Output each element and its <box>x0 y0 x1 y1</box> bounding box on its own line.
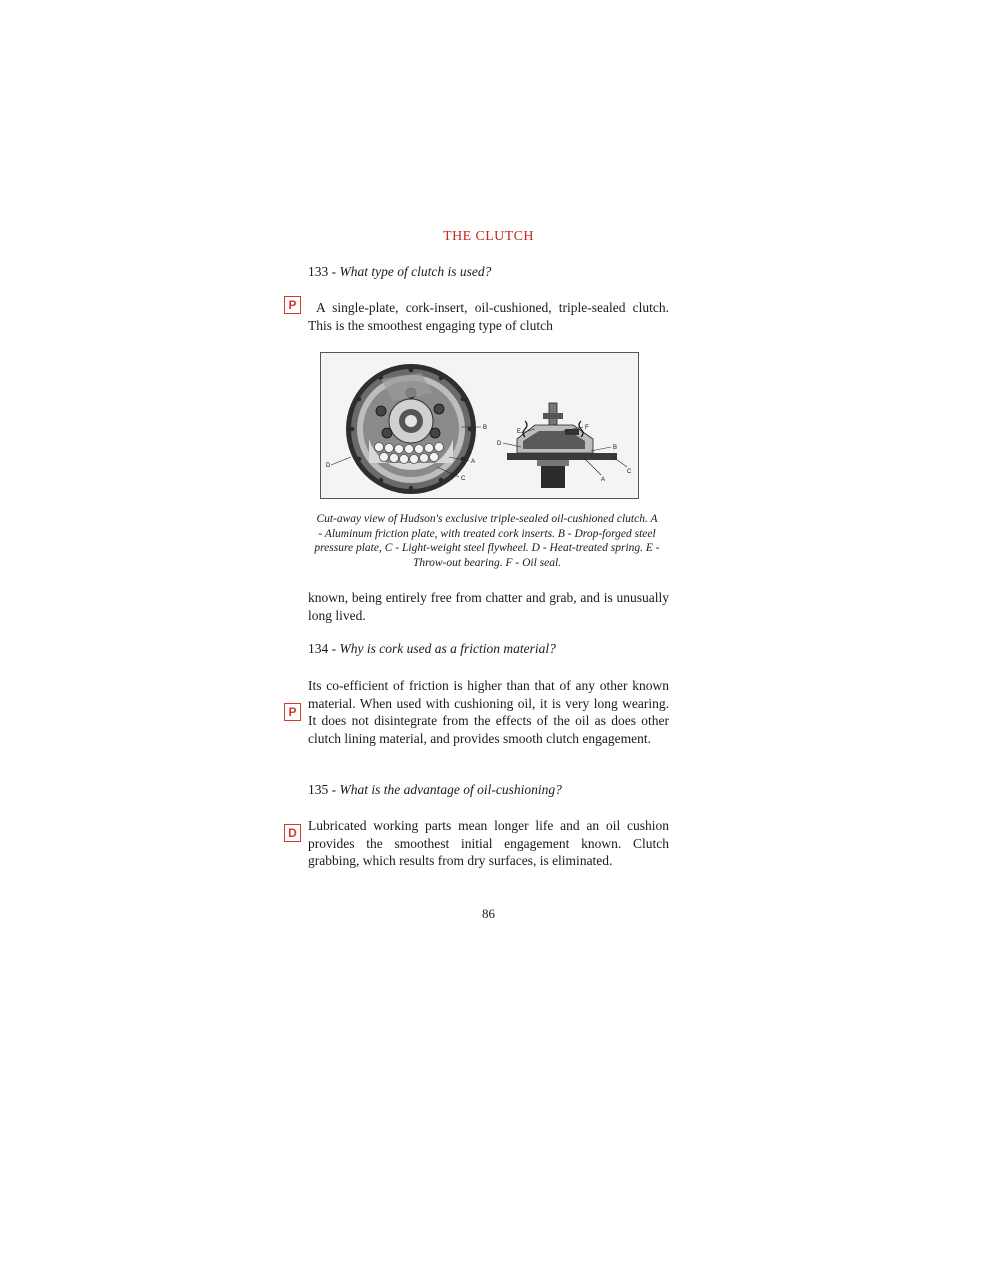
label-right-d: D <box>497 441 502 447</box>
answer-135: Lubricated working parts mean longer life and an oil cushion provides the smoothest initial engagement known. Clutch grabbing, which results from dry surfaces, is eliminated. <box>308 818 669 868</box>
label-left-b: B <box>483 425 488 431</box>
badge-d-icon: D <box>284 824 301 842</box>
label-left-a: A <box>471 459 476 465</box>
label-left-c: C <box>461 476 466 482</box>
question-text: What type of clutch is used? <box>339 264 492 279</box>
figure-caption: Cut-away view of Hudson's exclusive triple-sealed oil-cushioned clutch. A - Aluminum friction plate, with treated cork inserts. B - Drop-forged steel pressure plate, C - Light-weight steel flywheel. D - Heat-treated spring. E - Throw-out bearing. F - Oil seal. <box>314 513 660 569</box>
question-separator: - <box>328 782 340 797</box>
badge-p-icon: P <box>284 703 301 721</box>
label-right-b: B <box>613 445 618 451</box>
badge-p-icon: P <box>284 296 301 314</box>
page-number: 86 <box>482 906 495 921</box>
question-134 <box>308 641 669 657</box>
question-number: 133 <box>308 264 329 279</box>
label-right-e: E <box>517 429 522 435</box>
question-separator: - <box>328 264 340 279</box>
question-133 <box>308 264 669 280</box>
answer-133-part1: A single-plate, cork-insert, oil-cushioned, triple-sealed clutch. This is the smoothest engaging type of clutch <box>308 300 669 333</box>
answer-134: Its co-efficient of friction is higher than that of any other known material. When used with cushioning oil, it is very long wearing. It does not disintegrate from the effects of the oil as does other clutch lining material, and provides smooth clutch engagement. <box>308 678 669 746</box>
question-text: What is the advantage of oil-cushioning? <box>339 782 562 797</box>
label-right-f: F <box>585 425 589 431</box>
question-135 <box>308 782 669 798</box>
page-title: THE CLUTCH <box>443 229 534 244</box>
clutch-cutaway-illustration <box>321 353 638 498</box>
question-number: 135 <box>308 782 329 797</box>
answer-133-part2: known, being entirely free from chatter and grab, and is unusually long lived. <box>308 590 669 623</box>
clutch-cross-section-view <box>503 403 627 488</box>
label-right-a: A <box>601 477 606 483</box>
clutch-face-view <box>331 364 481 494</box>
label-right-c: C <box>627 469 632 475</box>
clutch-figure <box>320 352 639 499</box>
question-separator: - <box>328 641 340 656</box>
label-left-d: D <box>326 463 331 469</box>
question-text: Why is cork used as a friction material? <box>339 641 556 656</box>
question-number: 134 <box>308 641 329 656</box>
